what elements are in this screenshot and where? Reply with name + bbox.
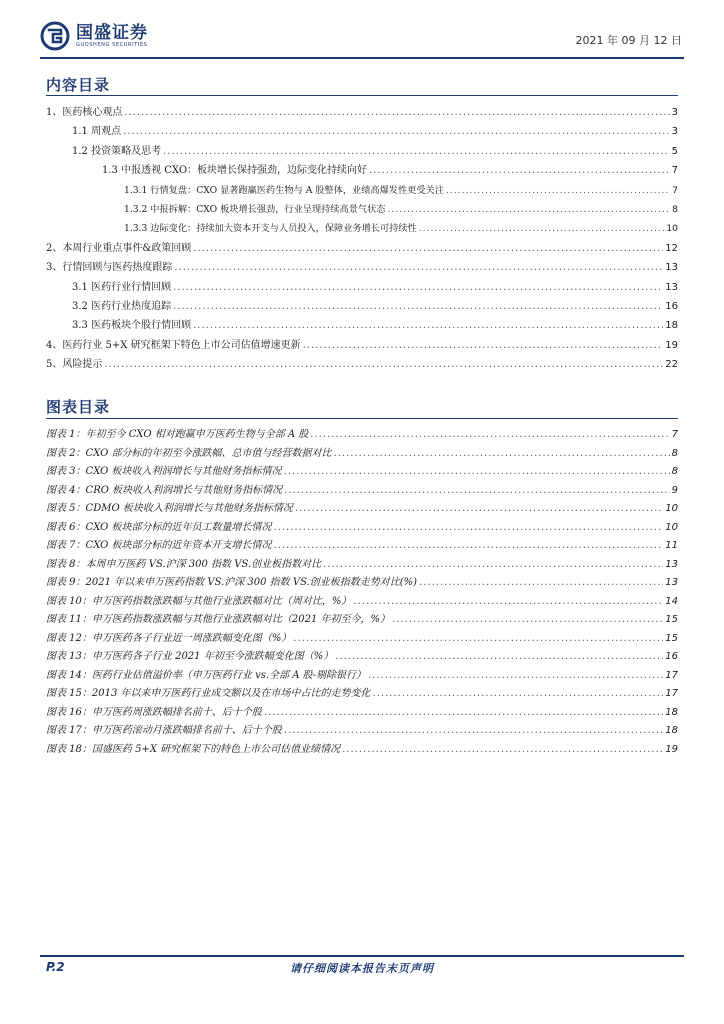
- figure-entry[interactable]: 图表 8：本周申万医药 VS.沪深 300 指数 VS.创业板指数对比 ..... 13: [46, 556, 678, 575]
- toc-title: 内容目录: [46, 76, 111, 94]
- logo-name-en: GUOSHENG SECURITIES: [76, 41, 148, 48]
- toc-entry[interactable]: 1.2 投资策略及思考 ..... 5: [46, 142, 678, 161]
- toc-title-divider: [46, 95, 678, 96]
- disclaimer-note: 请仔细阅读本报告末页声明: [290, 962, 434, 975]
- toc-entry[interactable]: 3、行情回顾与医药热度跟踪 ..... 13: [46, 258, 678, 277]
- logo-mark-icon: [40, 21, 70, 51]
- figure-entry[interactable]: 图表 7：CXO 板块部分标的近年资本开支增长情况 ..... 11: [46, 537, 678, 556]
- toc-entry[interactable]: 3.2 医药行业热度追踪 ..... 16: [46, 297, 678, 316]
- figures-list: [46, 426, 678, 759]
- toc-entry[interactable]: 1.3.2 中报拆解：CXO 板块增长强劲，行业呈现持续高景气状态 ..... 8: [46, 200, 678, 219]
- figures-title-divider: [46, 418, 678, 419]
- toc-entry[interactable]: 2、本周行业重点事件&政策回顾 ..... 12: [46, 239, 678, 258]
- toc-entry[interactable]: 3.1 医药行业行情回顾 ..... 13: [46, 278, 678, 297]
- figure-entry[interactable]: 图表 6：CXO 板块部分标的近年员工数量增长情况 ..... 10: [46, 519, 678, 538]
- toc-entry[interactable]: 1.3.1 行情复盘：CXO 显著跑赢医药生物与 A 股整体，业绩高爆发性更受关注 ..... 7: [46, 181, 678, 200]
- page-number: P.2: [46, 960, 65, 974]
- footer-divider: [40, 955, 684, 957]
- company-logo: [40, 20, 148, 52]
- figure-entry[interactable]: 图表 13：申万医药各子行业 2021 年初至今涨跌幅变化图（%） ..... 16: [46, 648, 678, 667]
- figure-entry[interactable]: 图表 14：医药行业估值溢价率（申万医药行业 vs.全部 A 股-剔除银行） ..... 17: [46, 667, 678, 686]
- figure-entry[interactable]: 图表 11：申万医药指数涨跌幅与其他行业涨跌幅对比（2021 年初至今，%） ..... 15: [46, 611, 678, 630]
- toc-entry[interactable]: 1.3.3 边际变化：持续加大资本开支与人员投入，保障业务增长可持续性 ..... 10: [46, 219, 678, 238]
- figure-entry[interactable]: 图表 2：CXO 部分标的年初至今涨跌幅、总市值与经营数据对比 ..... 8: [46, 445, 678, 464]
- figure-entry[interactable]: 图表 5：CDMO 板块收入利润增长与其他财务指标情况 ..... 10: [46, 500, 678, 519]
- contents-list: [46, 103, 678, 374]
- figure-entry[interactable]: 图表 18：国盛医药 5+X 研究框架下的特色上市公司估值业绩情况 ..... 19: [46, 741, 678, 760]
- report-date: 2021 年 09 月 12 日: [575, 34, 682, 47]
- figure-entry[interactable]: 图表 9：2021 年以来申万医药指数 VS.沪深 300 指数 VS.创业板指数走势对比(%) ..... 13: [46, 574, 678, 593]
- header-divider: [40, 57, 684, 59]
- figure-entry[interactable]: 图表 4：CRO 板块收入利润增长与其他财务指标情况 ..... 9: [46, 482, 678, 501]
- toc-entry[interactable]: 1.3 中报透视 CXO：板块增长保持强劲，边际变化持续向好 ..... 7: [46, 161, 678, 180]
- toc-entry[interactable]: 4、医药行业 5+X 研究框架下特色上市公司估值增速更新 ..... 19: [46, 336, 678, 355]
- toc-entry[interactable]: 1.1 周观点 ..... 3: [46, 122, 678, 141]
- figure-entry[interactable]: 图表 10：申万医药指数涨跌幅与其他行业涨跌幅对比（周对比，%） ..... 14: [46, 593, 678, 612]
- logo-name-cn: 国盛证券: [76, 22, 148, 43]
- figure-entry[interactable]: 图表 1：年初至今 CXO 相对跑赢申万医药生物与全部 A 股 ..... 7: [46, 426, 678, 445]
- figures-title: 图表目录: [46, 398, 111, 416]
- figure-entry[interactable]: 图表 12：申万医药各子行业近一周涨跌幅变化图（%） ..... 15: [46, 630, 678, 649]
- page-header: [40, 18, 684, 54]
- toc-entry[interactable]: 3.3 医药板块个股行情回顾 ..... 18: [46, 316, 678, 335]
- figure-entry[interactable]: 图表 15：2013 年以来申万医药行业成交额以及在市场中占比的走势变化 ..... 17: [46, 685, 678, 704]
- toc-entry[interactable]: 1、医药核心观点 ..... 3: [46, 103, 678, 122]
- figure-entry[interactable]: 图表 3：CXO 板块收入利润增长与其他财务指标情况 ..... 8: [46, 463, 678, 482]
- figure-entry[interactable]: 图表 16：申万医药周涨跌幅排名前十、后十个股 ..... 18: [46, 704, 678, 723]
- toc-entry[interactable]: 5、风险提示 ..... 22: [46, 355, 678, 374]
- figure-entry[interactable]: 图表 17：申万医药滚动月涨跌幅排名前十、后十个股 ..... 18: [46, 722, 678, 741]
